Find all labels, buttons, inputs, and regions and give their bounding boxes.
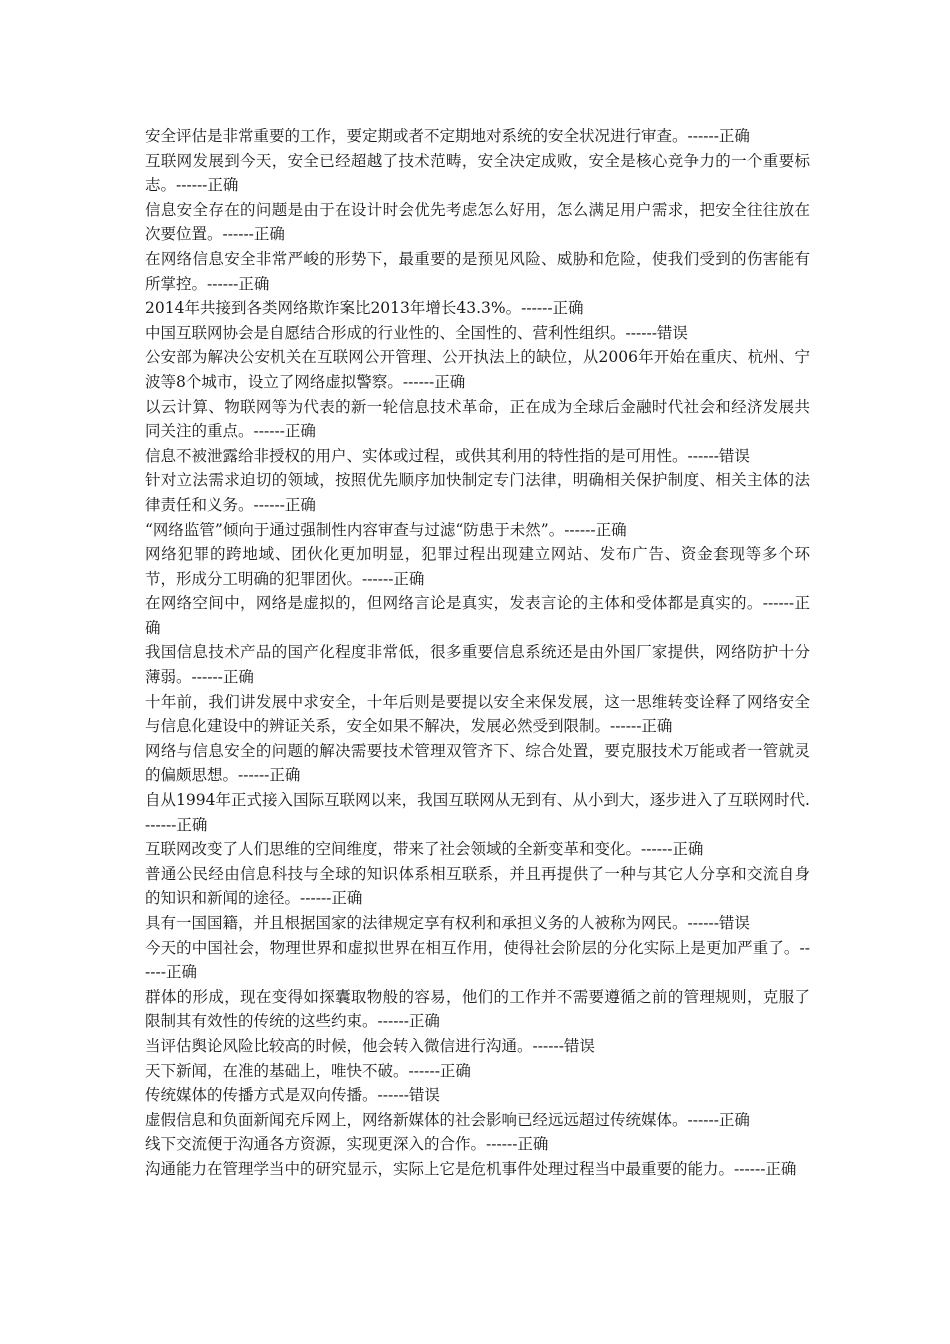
statement-14: 我国信息技术产品的国产化程度非常低，很多重要信息系统还是由外国厂家提供，网络防护十分薄弱。------正确 bbox=[145, 643, 810, 687]
statement-3: 信息安全存在的问题是由于在设计时会优先考虑怎么好用，怎么满足用户需求，把安全往往放在次要位置。------正确 bbox=[145, 200, 810, 244]
statement-26: 虚假信息和负面新闻充斥网上，网络新媒体的社会影响已经远远超过传统媒体。------正确 bbox=[145, 1110, 750, 1129]
statement-27: 线下交流便于沟通各方资源，实现更深入的合作。------正确 bbox=[145, 1135, 549, 1154]
statement-20: 具有一国国籍，并且根据国家的法律规定享有权利和承担义务的人被称为网民。------错误 bbox=[145, 914, 750, 932]
statement-19: 普通公民经由信息科技与全球的知识体系相互联系，并且再提供了一种与其它人分享和交流自身的知识和新闻的途径。------正确 bbox=[145, 864, 810, 908]
statement-28: 沟通能力在管理学当中的研究显示，实际上它是危机事件处理过程当中最重要的能力。------正确 bbox=[145, 1159, 797, 1178]
statement-11: “网络监管”倾向于通过强制性内容审查与过滤“防患于未然”。------正确 bbox=[145, 520, 627, 539]
statement-9: 信息不被泄露给非授权的用户、实体或过程，或供其利用的特性指的是可用性。------错误 bbox=[145, 446, 750, 465]
statement-22: 群体的形成，现在变得如探囊取物般的容易，他们的工作并不需要遵循之前的管理规则，克服了限制其有效性的传统的这些约束。------正确 bbox=[145, 987, 810, 1031]
statement-23: 当评估舆论风险比较高的时候，他会转入微信进行沟通。------错误 bbox=[145, 1036, 595, 1055]
statement-2: 互联网发展到今天，安全已经超越了技术范畴，安全决定成败，安全是核心竞争力的一个重要标志。------正确 bbox=[145, 151, 810, 195]
statement-15: 十年前，我们讲发展中求安全，十年后则是要提以安全来保发展，这一思维转变诠释了网络安全与信息化建设中的辨证关系，安全如果不解决，发展必然受到限制。------正确 bbox=[145, 692, 810, 736]
document-body bbox=[145, 124, 810, 1182]
statement-24: 天下新闻，在准的基础上，唯快不破。------正确 bbox=[145, 1061, 471, 1080]
statement-7: 公安部为解决公安机关在互联网公开管理、公开执法上的缺位，从2006年开始在重庆、杭州、宁波等8个城市，设立了网络虚拟警察。------正确 bbox=[145, 348, 810, 391]
statement-5: 2014年共接到各类网络欺诈案比2013年增长43.3%。------正确 bbox=[145, 299, 584, 318]
statement-16: 网络与信息安全的问题的解决需要技术管理双管齐下、综合处置，要克服技术万能或者一管就灵的偏颇思想。------正确 bbox=[145, 741, 810, 785]
statement-10: 针对立法需求迫切的领域，按照优先顺序加快制定专门法律，明确相关保护制度、相关主体的法律责任和义务。------正确 bbox=[145, 471, 810, 514]
statement-1: 安全评估是非常重要的工作，要定期或者不定期地对系统的安全状况进行审查。------正确 bbox=[145, 127, 750, 145]
statement-17: 自从1994年正式接入国际互联网以来，我国互联网从无到有、从小到大，逐步进入了互联网时代.------正确 bbox=[145, 791, 810, 834]
statement-8: 以云计算、物联网等为代表的新一轮信息技术革命，正在成为全球后金融时代社会和经济发展共同关注的重点。------正确 bbox=[145, 397, 810, 441]
statement-12: 网络犯罪的跨地域、团伙化更加明显，犯罪过程出现建立网站、发布广告、资金套现等多个环节，形成分工明确的犯罪团伙。------正确 bbox=[145, 545, 810, 588]
statement-4: 在网络信息安全非常严峻的形势下，最重要的是预见风险、威胁和危险，使我们受到的伤害能有所掌控。------正确 bbox=[145, 249, 810, 293]
statement-18: 互联网改变了人们思维的空间维度，带来了社会领域的全新变革和变化。------正确 bbox=[145, 840, 704, 859]
statement-25: 传统媒体的传播方式是双向传播。------错误 bbox=[145, 1086, 440, 1105]
statement-21: 今天的中国社会，物理世界和虚拟世界在相互作用，使得社会阶层的分化实际上是更加严重了。------正确 bbox=[145, 938, 810, 982]
statement-13: 在网络空间中，网络是虚拟的，但网络言论是真实，发表言论的主体和受体都是真实的。------正确 bbox=[145, 594, 810, 637]
statement-6: 中国互联网协会是自愿结合形成的行业性的、全国性的、营利性组织。------错误 bbox=[145, 323, 688, 342]
